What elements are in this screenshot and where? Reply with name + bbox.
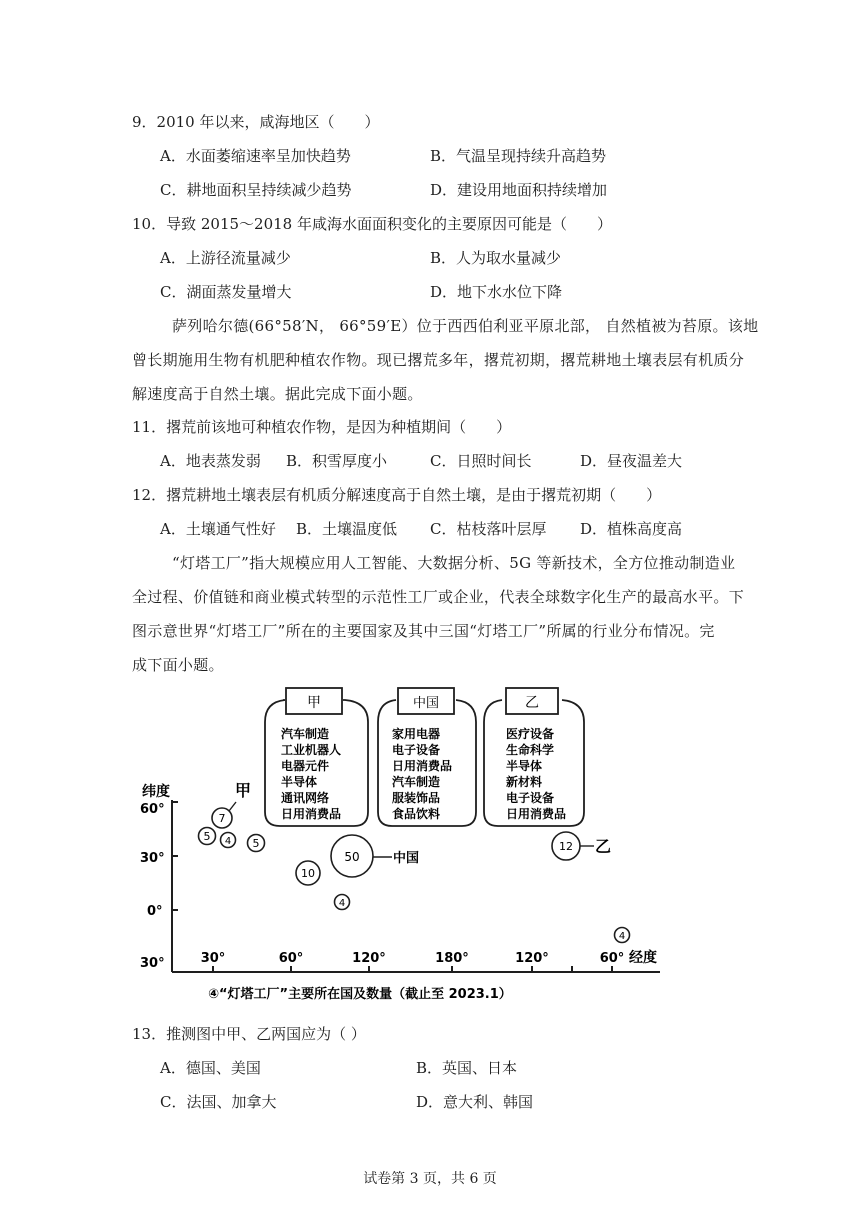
industry-box-yi-title: 乙 — [525, 695, 539, 711]
country-circle — [199, 828, 216, 845]
industry-item: 汽车制造 — [392, 775, 441, 789]
question-11-stem: 11．撂荒前该地可种植农作物，是因为种植期间（ ） — [132, 418, 512, 436]
x-tick-label: 120° — [352, 951, 386, 966]
question-12-option-c[interactable]: C．枯枝落叶层厚 — [430, 520, 547, 538]
industry-box-jia — [265, 688, 368, 826]
passage-2-line-4: 成下面小题。 — [132, 656, 224, 674]
country-label-china: 中国 — [393, 851, 420, 866]
country-circle — [615, 928, 630, 943]
x-tick-label: 60° — [599, 951, 625, 966]
x-tick-label: 180° — [435, 951, 469, 966]
country-circle — [248, 835, 265, 852]
y-tick-label: 30° — [140, 956, 165, 971]
x-axis-label: 经度 — [629, 950, 657, 966]
country-label-jia: 甲 — [235, 781, 252, 800]
industry-item: 半导体 — [506, 759, 543, 773]
question-13-option-c[interactable]: C．法国、加拿大 — [160, 1093, 277, 1111]
industry-item: 日用消费品 — [392, 759, 453, 773]
industry-box-china — [378, 688, 476, 826]
question-11-option-a[interactable]: A．地表蒸发弱 — [160, 452, 261, 470]
question-9-option-d[interactable]: D．建设用地面积持续增加 — [430, 181, 608, 199]
question-13-option-d[interactable]: D．意大利、韩国 — [416, 1093, 534, 1111]
question-10-option-b[interactable]: B．人为取水量减少 — [430, 249, 562, 267]
industry-item: 工业机器人 — [281, 743, 342, 757]
question-12-option-a[interactable]: A．土壤通气性好 — [160, 520, 276, 538]
question-13-option-b[interactable]: B．英国、日本 — [416, 1059, 518, 1077]
country-circle — [331, 835, 419, 877]
passage-2-line-1: “灯塔工厂”指大规模应用人工智能、大数据分析、5G 等新技术，全方位推动制造业 — [172, 554, 736, 572]
country-circle — [296, 861, 320, 885]
question-11-option-c[interactable]: C．日照时间长 — [430, 452, 532, 470]
x-tick-label: 30° — [200, 951, 226, 966]
country-label-yi: 乙 — [595, 837, 612, 856]
country-count: 12 — [559, 840, 573, 853]
industry-item: 医疗设备 — [506, 727, 555, 741]
country-count: 5 — [252, 837, 260, 850]
country-circle — [335, 895, 350, 910]
question-9-option-a[interactable]: A．水面萎缩速率呈加快趋势 — [160, 147, 351, 165]
country-count: 10 — [301, 867, 315, 880]
industry-item: 家用电器 — [392, 727, 441, 741]
industry-item: 新材料 — [506, 775, 543, 789]
country-count: 4 — [224, 836, 232, 847]
country-circle — [221, 833, 236, 848]
passage-1-line-1: 萨列哈尔德(66°58′N， 66°59′E）位于西西伯利亚平原北部， 自然植被为苔原。该地 — [172, 317, 759, 335]
question-9-option-b[interactable]: B．气温呈现持续升高趋势 — [430, 147, 607, 165]
question-10-stem: 10．导致 2015～2018 年咸海水面面积变化的主要原因可能是（ ） — [132, 215, 612, 233]
question-10-option-c[interactable]: C．湖面蒸发量增大 — [160, 283, 292, 301]
question-9-option-c[interactable]: C．耕地面积呈持续减少趋势 — [160, 181, 352, 199]
industry-item: 日用消费品 — [281, 807, 342, 821]
y-axis-label: 纬度 — [142, 784, 170, 800]
y-tick-label: 0° — [147, 904, 163, 919]
industry-item: 汽车制造 — [281, 727, 330, 741]
industry-item: 日用消费品 — [506, 807, 567, 821]
question-12-stem: 12．撂荒耕地土壤表层有机质分解速度高于自然土壤，是由于撂荒初期（ ） — [132, 486, 662, 504]
question-10-option-d[interactable]: D．地下水水位下降 — [430, 283, 563, 301]
industry-box-yi — [484, 688, 584, 826]
question-12-option-d[interactable]: D．植株高度高 — [580, 520, 683, 538]
industry-item: 电子设备 — [506, 791, 555, 805]
page-footer: 试卷第 3 页，共 6 页 — [363, 1171, 497, 1187]
y-tick-label: 60° — [140, 802, 165, 817]
question-13-stem: 13．推测图中甲、乙两国应为（ ） — [132, 1025, 366, 1043]
question-9-stem: 9．2010 年以来，咸海地区（ ） — [132, 113, 380, 131]
x-tick-label: 60° — [278, 951, 304, 966]
country-count: 4 — [338, 898, 346, 909]
question-12-option-b[interactable]: B．土壤温度低 — [296, 520, 398, 538]
passage-1-line-3: 解速度高于自然土壤。据此完成下面小题。 — [132, 385, 423, 403]
country-count: 5 — [203, 830, 211, 843]
country-circle — [552, 832, 611, 860]
y-tick-label: 30° — [140, 851, 165, 866]
industry-box-china-title: 中国 — [412, 696, 440, 711]
industry-item: 服装饰品 — [392, 791, 441, 805]
industry-item: 食品饮料 — [392, 807, 441, 821]
industry-item: 电器元件 — [281, 759, 330, 773]
question-11-option-d[interactable]: D．昼夜温差大 — [580, 452, 683, 470]
passage-1-line-2: 曾长期施用生物有机肥种植农作物。现已撂荒多年，撂荒初期，撂荒耕地土壤表层有机质分 — [132, 351, 745, 369]
industry-item: 生命科学 — [506, 743, 555, 757]
question-11-option-b[interactable]: B．积雪厚度小 — [286, 452, 388, 470]
industry-item: 半导体 — [281, 775, 318, 789]
industry-box-jia-title: 甲 — [307, 695, 321, 711]
country-count: 4 — [618, 931, 626, 942]
question-13-option-a[interactable]: A．德国、美国 — [160, 1059, 261, 1077]
figure-caption: ④“灯塔工厂”主要所在国及数量（截止至 2023.1） — [208, 987, 512, 1002]
x-tick-label: 120° — [515, 951, 549, 966]
country-circle — [212, 781, 251, 828]
passage-2-line-3: 图示意世界“灯塔工厂”所在的主要国家及其中三国“灯塔工厂”所属的行业分布情况。完 — [132, 622, 715, 640]
country-count: 7 — [218, 812, 226, 825]
question-10-option-a[interactable]: A．上游径流量减少 — [160, 249, 291, 267]
industry-item: 通讯网络 — [281, 791, 330, 805]
industry-item: 电子设备 — [392, 743, 441, 757]
passage-2-line-2: 全过程、价值链和商业模式转型的示范性工厂或企业，代表全球数字化生产的最高水平。下 — [132, 588, 745, 606]
country-count: 50 — [344, 850, 360, 864]
